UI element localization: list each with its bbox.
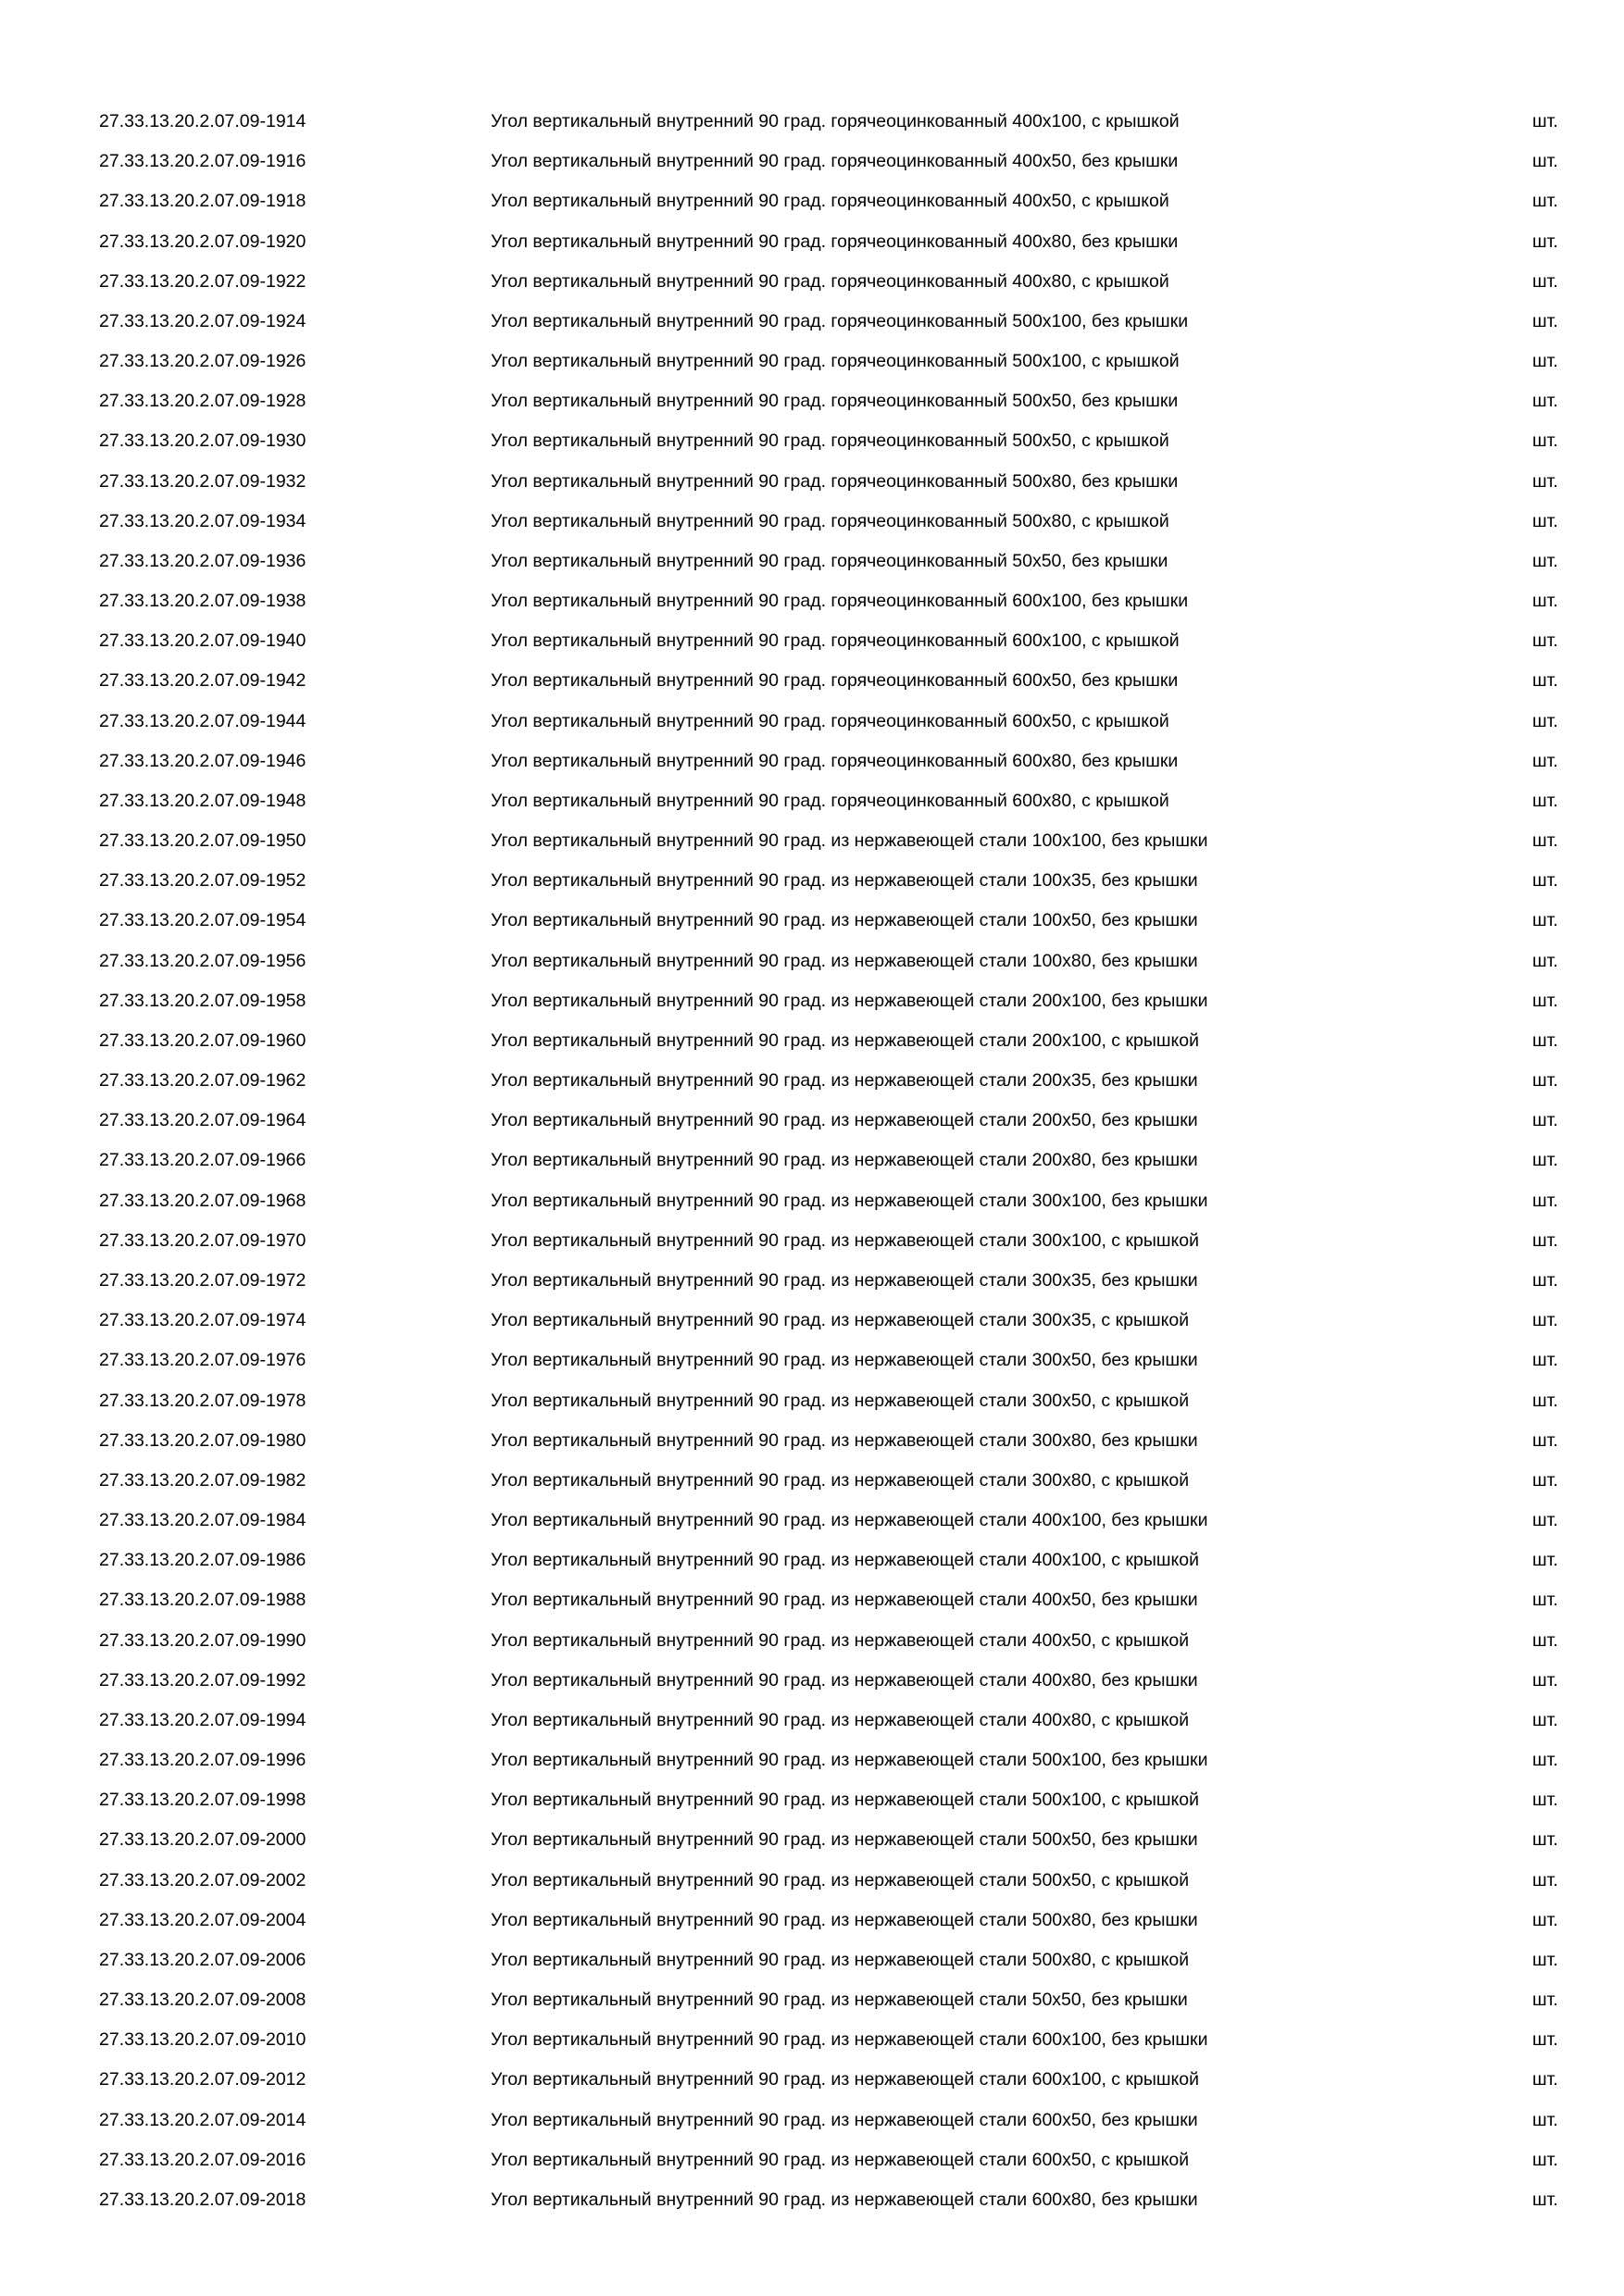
item-code: 27.33.13.20.2.07.09-1922	[99, 270, 306, 292]
item-code: 27.33.13.20.2.07.09-1972	[99, 1269, 306, 1291]
item-code: 27.33.13.20.2.07.09-1940	[99, 630, 306, 652]
table-row	[0, 1501, 1624, 1541]
item-unit: шт.	[1532, 151, 1558, 172]
item-description: Угол вертикальный внутренний 90 град. из нержавеющей стали 500х100, с крышкой	[491, 1790, 1199, 1811]
item-unit: шт.	[1532, 1790, 1558, 1811]
table-row	[0, 1621, 1624, 1661]
item-code: 27.33.13.20.2.07.09-2002	[99, 1869, 306, 1890]
item-description: Угол вертикальный внутренний 90 град. из нержавеющей стали 500х100, без крышки	[491, 1750, 1208, 1771]
table-row	[0, 1141, 1624, 1180]
item-description: Угол вертикальный внутренний 90 град. из нержавеющей стали 500х50, без крышки	[491, 1829, 1198, 1851]
item-unit: шт.	[1532, 1269, 1558, 1291]
item-unit: шт.	[1532, 1750, 1558, 1771]
item-description: Угол вертикальный внутренний 90 град. горячеоцинкованный 500х100, с крышкой	[491, 351, 1180, 372]
item-description: Угол вертикальный внутренний 90 град. из нержавеющей стали 500х50, с крышкой	[491, 1869, 1190, 1890]
item-unit: шт.	[1532, 1150, 1558, 1171]
item-description: Угол вертикальный внутренний 90 град. горячеоцинкованный 400х50, с крышкой	[491, 191, 1169, 212]
item-unit: шт.	[1532, 1029, 1558, 1051]
item-description: Угол вертикальный внутренний 90 град. из нержавеющей стали 300х50, с крышкой	[491, 1390, 1190, 1411]
item-description: Угол вертикальный внутренний 90 град. горячеоцинкованный 50х50, без крышки	[491, 550, 1168, 571]
table-row	[0, 1181, 1624, 1221]
item-unit: шт.	[1532, 630, 1558, 652]
item-unit: шт.	[1532, 1350, 1558, 1371]
item-code: 27.33.13.20.2.07.09-1936	[99, 550, 306, 571]
item-code: 27.33.13.20.2.07.09-1978	[99, 1390, 306, 1411]
table-row	[0, 502, 1624, 542]
item-unit: шт.	[1532, 950, 1558, 971]
item-description: Угол вертикальный внутренний 90 град. из нержавеющей стали 200х50, без крышки	[491, 1110, 1198, 1131]
item-code: 27.33.13.20.2.07.09-1956	[99, 950, 306, 971]
item-code: 27.33.13.20.2.07.09-1990	[99, 1629, 306, 1651]
item-code: 27.33.13.20.2.07.09-1958	[99, 990, 306, 1011]
item-unit: шт.	[1532, 2069, 1558, 2090]
table-row	[0, 981, 1624, 1021]
item-code: 27.33.13.20.2.07.09-1976	[99, 1350, 306, 1371]
item-code: 27.33.13.20.2.07.09-1932	[99, 470, 306, 492]
table-row	[0, 1101, 1624, 1141]
item-description: Угол вертикальный внутренний 90 град. из нержавеющей стали 500х80, без крышки	[491, 1909, 1198, 1930]
item-unit: шт.	[1532, 1550, 1558, 1571]
table-row	[0, 1541, 1624, 1580]
item-code: 27.33.13.20.2.07.09-1950	[99, 830, 306, 852]
item-description: Угол вертикальный внутренний 90 град. из нержавеющей стали 400х80, без крышки	[491, 1669, 1198, 1691]
item-code: 27.33.13.20.2.07.09-1964	[99, 1110, 306, 1131]
item-description: Угол вертикальный внутренний 90 град. горячеоцинкованный 600х80, с крышкой	[491, 790, 1169, 811]
item-unit: шт.	[1532, 870, 1558, 892]
item-code: 27.33.13.20.2.07.09-1930	[99, 430, 306, 452]
item-code: 27.33.13.20.2.07.09-1934	[99, 510, 306, 531]
table-row	[0, 742, 1624, 781]
item-unit: шт.	[1532, 270, 1558, 292]
price-list-table	[0, 102, 1624, 2220]
table-row	[0, 181, 1624, 221]
item-description: Угол вертикальный внутренний 90 град. горячеоцинкованный 400х50, без крышки	[491, 151, 1179, 172]
item-unit: шт.	[1532, 510, 1558, 531]
item-code: 27.33.13.20.2.07.09-2014	[99, 2109, 306, 2130]
item-unit: шт.	[1532, 470, 1558, 492]
item-unit: шт.	[1532, 710, 1558, 731]
item-code: 27.33.13.20.2.07.09-2006	[99, 1949, 306, 1970]
item-code: 27.33.13.20.2.07.09-1916	[99, 151, 306, 172]
table-row	[0, 102, 1624, 142]
table-row	[0, 1741, 1624, 1780]
table-row	[0, 421, 1624, 461]
item-unit: шт.	[1532, 1829, 1558, 1851]
table-row	[0, 1421, 1624, 1461]
item-unit: шт.	[1532, 351, 1558, 372]
item-description: Угол вертикальный внутренний 90 град. из нержавеющей стали 300х80, без крышки	[491, 1429, 1198, 1451]
item-code: 27.33.13.20.2.07.09-1960	[99, 1029, 306, 1051]
item-description: Угол вертикальный внутренний 90 град. из нержавеющей стали 600х50, с крышкой	[491, 2149, 1190, 2170]
table-row	[0, 1701, 1624, 1741]
item-description: Угол вертикальный внутренний 90 град. из нержавеющей стали 50х50, без крышки	[491, 1990, 1188, 2011]
item-unit: шт.	[1532, 1469, 1558, 1491]
item-unit: шт.	[1532, 2109, 1558, 2130]
item-description: Угол вертикальный внутренний 90 град. из нержавеющей стали 300х100, без крышки	[491, 1190, 1208, 1211]
item-code: 27.33.13.20.2.07.09-1988	[99, 1590, 306, 1611]
item-description: Угол вертикальный внутренний 90 град. из нержавеющей стали 600х100, без крышки	[491, 2029, 1208, 2051]
item-code: 27.33.13.20.2.07.09-1914	[99, 111, 306, 131]
item-description: Угол вертикальный внутренний 90 град. горячеоцинкованный 600х100, с крышкой	[491, 630, 1180, 652]
item-unit: шт.	[1532, 430, 1558, 452]
item-code: 27.33.13.20.2.07.09-1948	[99, 790, 306, 811]
item-description: Угол вертикальный внутренний 90 град. из нержавеющей стали 200х100, с крышкой	[491, 1029, 1199, 1051]
item-description: Угол вертикальный внутренний 90 град. из нержавеющей стали 500х80, с крышкой	[491, 1949, 1190, 1970]
item-unit: шт.	[1532, 910, 1558, 931]
table-row	[0, 1940, 1624, 1980]
item-code: 27.33.13.20.2.07.09-1970	[99, 1229, 306, 1251]
table-row	[0, 1661, 1624, 1701]
item-description: Угол вертикальный внутренний 90 град. из нержавеющей стали 200х80, без крышки	[491, 1150, 1198, 1171]
item-unit: шт.	[1532, 191, 1558, 212]
table-row	[0, 942, 1624, 981]
item-description: Угол вертикальный внутренний 90 град. из нержавеющей стали 100х35, без крышки	[491, 870, 1198, 892]
item-description: Угол вертикальный внутренний 90 град. из нержавеющей стали 200х100, без крышки	[491, 990, 1208, 1011]
table-row	[0, 2020, 1624, 2060]
table-row	[0, 462, 1624, 502]
item-description: Угол вертикальный внутренний 90 град. из нержавеющей стали 400х80, с крышкой	[491, 1709, 1190, 1730]
item-unit: шт.	[1532, 231, 1558, 252]
table-row	[0, 901, 1624, 941]
table-row	[0, 1341, 1624, 1380]
item-code: 27.33.13.20.2.07.09-1918	[99, 191, 306, 212]
table-row	[0, 1261, 1624, 1301]
item-description: Угол вертикальный внутренний 90 град. из нержавеющей стали 300х50, без крышки	[491, 1350, 1198, 1371]
item-description: Угол вертикальный внутренний 90 град. горячеоцинкованный 500х50, с крышкой	[491, 430, 1169, 452]
item-unit: шт.	[1532, 2189, 1558, 2210]
item-description: Угол вертикальный внутренний 90 град. из нержавеющей стали 600х100, с крышкой	[491, 2069, 1199, 2090]
item-code: 27.33.13.20.2.07.09-1924	[99, 310, 306, 331]
table-row	[0, 702, 1624, 742]
table-row	[0, 1780, 1624, 1820]
item-unit: шт.	[1532, 1190, 1558, 1211]
table-row	[0, 302, 1624, 342]
item-code: 27.33.13.20.2.07.09-1984	[99, 1510, 306, 1531]
item-unit: шт.	[1532, 1949, 1558, 1970]
item-code: 27.33.13.20.2.07.09-1974	[99, 1310, 306, 1331]
item-unit: шт.	[1532, 1869, 1558, 1890]
item-code: 27.33.13.20.2.07.09-1954	[99, 910, 306, 931]
item-description: Угол вертикальный внутренний 90 град. из нержавеющей стали 300х35, с крышкой	[491, 1310, 1190, 1331]
item-unit: шт.	[1532, 1629, 1558, 1651]
item-code: 27.33.13.20.2.07.09-2008	[99, 1990, 306, 2011]
table-row	[0, 2101, 1624, 2140]
item-code: 27.33.13.20.2.07.09-1928	[99, 391, 306, 412]
item-description: Угол вертикальный внутренний 90 град. из нержавеющей стали 600х50, без крышки	[491, 2109, 1198, 2130]
item-description: Угол вертикальный внутренний 90 град. горячеоцинкованный 600х50, без крышки	[491, 670, 1179, 692]
item-unit: шт.	[1532, 111, 1558, 131]
item-code: 27.33.13.20.2.07.09-2000	[99, 1829, 306, 1851]
table-row	[0, 222, 1624, 262]
item-unit: шт.	[1532, 1310, 1558, 1331]
table-row	[0, 142, 1624, 181]
table-row	[0, 1901, 1624, 1940]
item-code: 27.33.13.20.2.07.09-1998	[99, 1790, 306, 1811]
item-unit: шт.	[1532, 1070, 1558, 1092]
item-description: Угол вертикальный внутренний 90 град. горячеоцинкованный 500х80, без крышки	[491, 470, 1179, 492]
table-row	[0, 1580, 1624, 1620]
item-code: 27.33.13.20.2.07.09-1992	[99, 1669, 306, 1691]
item-unit: шт.	[1532, 1110, 1558, 1131]
table-row	[0, 1221, 1624, 1261]
item-code: 27.33.13.20.2.07.09-1920	[99, 231, 306, 252]
item-description: Угол вертикальный внутренний 90 град. горячеоцинкованный 600х50, с крышкой	[491, 710, 1169, 731]
item-description: Угол вертикальный внутренний 90 град. из нержавеющей стали 400х100, без крышки	[491, 1510, 1208, 1531]
table-row	[0, 262, 1624, 302]
item-code: 27.33.13.20.2.07.09-1986	[99, 1550, 306, 1571]
item-description: Угол вертикальный внутренний 90 град. горячеоцинкованный 400х100, с крышкой	[491, 111, 1180, 131]
item-unit: шт.	[1532, 670, 1558, 692]
item-description: Угол вертикальный внутренний 90 град. из нержавеющей стали 400х50, с крышкой	[491, 1629, 1190, 1651]
item-description: Угол вертикальный внутренний 90 град. из нержавеющей стали 100х80, без крышки	[491, 950, 1198, 971]
table-row	[0, 1861, 1624, 1901]
item-code: 27.33.13.20.2.07.09-1968	[99, 1190, 306, 1211]
item-unit: шт.	[1532, 1229, 1558, 1251]
item-description: Угол вертикальный внутренний 90 град. из нержавеющей стали 100х50, без крышки	[491, 910, 1198, 931]
table-row	[0, 1461, 1624, 1501]
item-description: Угол вертикальный внутренний 90 град. горячеоцинкованный 600х80, без крышки	[491, 750, 1179, 771]
item-code: 27.33.13.20.2.07.09-1952	[99, 870, 306, 892]
item-description: Угол вертикальный внутренний 90 град. из нержавеющей стали 600х80, без крышки	[491, 2189, 1198, 2210]
item-description: Угол вертикальный внутренний 90 град. из нержавеющей стали 400х50, без крышки	[491, 1590, 1198, 1611]
item-unit: шт.	[1532, 1590, 1558, 1611]
table-row	[0, 661, 1624, 701]
item-description: Угол вертикальный внутренний 90 град. из нержавеющей стали 100х100, без крышки	[491, 830, 1208, 852]
item-description: Угол вертикальный внутренний 90 град. горячеоцинкованный 600х100, без крышки	[491, 591, 1189, 612]
item-unit: шт.	[1532, 990, 1558, 1011]
item-code: 27.33.13.20.2.07.09-2010	[99, 2029, 306, 2051]
item-unit: шт.	[1532, 550, 1558, 571]
item-unit: шт.	[1532, 1390, 1558, 1411]
table-row	[0, 861, 1624, 901]
item-code: 27.33.13.20.2.07.09-2004	[99, 1909, 306, 1930]
item-code: 27.33.13.20.2.07.09-1996	[99, 1750, 306, 1771]
table-row	[0, 342, 1624, 381]
item-unit: шт.	[1532, 1510, 1558, 1531]
item-code: 27.33.13.20.2.07.09-2016	[99, 2149, 306, 2170]
item-code: 27.33.13.20.2.07.09-1942	[99, 670, 306, 692]
table-row	[0, 1381, 1624, 1421]
item-description: Угол вертикальный внутренний 90 град. горячеоцинкованный 500х100, без крышки	[491, 310, 1189, 331]
item-description: Угол вертикальный внутренний 90 град. горячеоцинкованный 500х50, без крышки	[491, 391, 1179, 412]
item-code: 27.33.13.20.2.07.09-1944	[99, 710, 306, 731]
table-row	[0, 1061, 1624, 1101]
table-row	[0, 381, 1624, 421]
table-row	[0, 2180, 1624, 2220]
item-description: Угол вертикальный внутренний 90 град. горячеоцинкованный 500х80, с крышкой	[491, 510, 1169, 531]
item-code: 27.33.13.20.2.07.09-1982	[99, 1469, 306, 1491]
table-row	[0, 2060, 1624, 2100]
item-code: 27.33.13.20.2.07.09-2012	[99, 2069, 306, 2090]
item-unit: шт.	[1532, 310, 1558, 331]
item-unit: шт.	[1532, 750, 1558, 771]
item-code: 27.33.13.20.2.07.09-1966	[99, 1150, 306, 1171]
table-row	[0, 1820, 1624, 1860]
item-code: 27.33.13.20.2.07.09-1926	[99, 351, 306, 372]
item-description: Угол вертикальный внутренний 90 град. горячеоцинкованный 400х80, без крышки	[491, 231, 1179, 252]
item-code: 27.33.13.20.2.07.09-2018	[99, 2189, 306, 2210]
item-description: Угол вертикальный внутренний 90 град. из нержавеющей стали 300х35, без крышки	[491, 1269, 1198, 1291]
item-unit: шт.	[1532, 391, 1558, 412]
table-row	[0, 1980, 1624, 2020]
item-description: Угол вертикальный внутренний 90 град. горячеоцинкованный 400х80, с крышкой	[491, 270, 1169, 292]
item-unit: шт.	[1532, 1429, 1558, 1451]
item-unit: шт.	[1532, 2149, 1558, 2170]
item-description: Угол вертикальный внутренний 90 град. из нержавеющей стали 400х100, с крышкой	[491, 1550, 1199, 1571]
item-code: 27.33.13.20.2.07.09-1980	[99, 1429, 306, 1451]
table-row	[0, 1301, 1624, 1341]
item-description: Угол вертикальный внутренний 90 град. из нержавеющей стали 200х35, без крышки	[491, 1070, 1198, 1092]
table-row	[0, 1021, 1624, 1061]
table-row	[0, 2140, 1624, 2180]
item-unit: шт.	[1532, 1909, 1558, 1930]
table-row	[0, 581, 1624, 621]
item-unit: шт.	[1532, 1990, 1558, 2011]
item-description: Угол вертикальный внутренний 90 град. из нержавеющей стали 300х80, с крышкой	[491, 1469, 1190, 1491]
item-code: 27.33.13.20.2.07.09-1962	[99, 1070, 306, 1092]
table-row	[0, 621, 1624, 661]
table-row	[0, 542, 1624, 581]
item-unit: шт.	[1532, 790, 1558, 811]
table-row	[0, 821, 1624, 861]
item-unit: шт.	[1532, 1709, 1558, 1730]
item-code: 27.33.13.20.2.07.09-1938	[99, 591, 306, 612]
item-code: 27.33.13.20.2.07.09-1946	[99, 750, 306, 771]
table-row	[0, 781, 1624, 821]
item-unit: шт.	[1532, 591, 1558, 612]
item-code: 27.33.13.20.2.07.09-1994	[99, 1709, 306, 1730]
item-unit: шт.	[1532, 2029, 1558, 2051]
item-description: Угол вертикальный внутренний 90 град. из нержавеющей стали 300х100, с крышкой	[491, 1229, 1199, 1251]
item-unit: шт.	[1532, 1669, 1558, 1691]
item-unit: шт.	[1532, 830, 1558, 852]
